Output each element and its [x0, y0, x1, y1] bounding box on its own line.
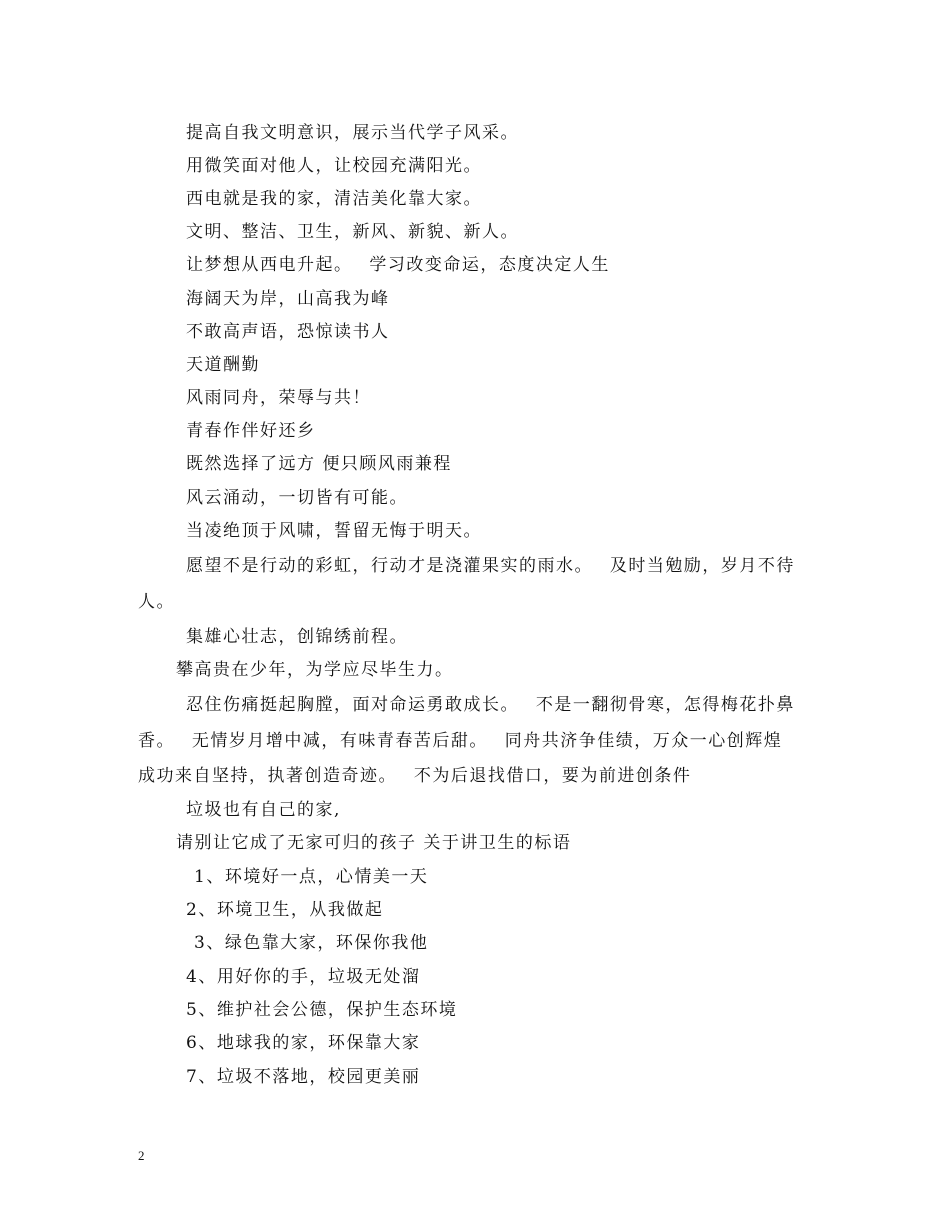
text-line: 风云涌动，一切皆有可能。 [186, 488, 408, 508]
list-item: 2、环境卫生，从我做起 [186, 900, 384, 920]
text-line: 成功来自坚持，执著创造奇迹。 不为后退找借口，要为前进创条件 [138, 766, 692, 786]
text-line: 提高自我文明意识，展示当代学子风采。 [186, 123, 519, 143]
text-line: 攀高贵在少年，为学应尽毕生力。 [176, 660, 454, 680]
text-line: 风雨同舟，荣辱与共！ [186, 388, 371, 408]
list-item: 1、环境好一点，心情美一天 [194, 867, 429, 887]
text-line: 让梦想从西电升起。 学习改变命运，态度决定人生 [186, 255, 610, 275]
text-line: 忍住伤痛挺起胸膛，面对命运勇敢成长。 不是一翻彻骨寒，怎得梅花扑鼻 [186, 695, 795, 715]
list-item: 6、地球我的家，环保靠大家 [186, 1033, 421, 1053]
text-line: 请别让它成了无家可归的孩子 关于讲卫生的标语 [176, 833, 572, 853]
text-line: 用微笑面对他人，让校园充满阳光。 [186, 156, 482, 176]
text-line: 天道酬勤 [186, 355, 260, 375]
text-line: 香。 无情岁月增中减，有味青春苦后甜。 同舟共济争佳绩，万众一心创辉煌 [138, 731, 783, 751]
page-number: 2 [138, 1148, 145, 1163]
text-line: 垃圾也有自己的家, [186, 800, 341, 820]
text-line: 愿望不是行动的彩虹，行动才是浇灌果实的雨水。 及时当勉励，岁月不待 [186, 556, 795, 576]
list-item: 4、用好你的手，垃圾无处溜 [186, 967, 421, 987]
text-line: 人。 [138, 592, 175, 612]
text-line: 集雄心壮志，创锦绣前程。 [186, 627, 408, 647]
text-line: 当凌绝顶于风啸，誓留无悔于明天。 [186, 521, 482, 541]
text-line: 青春作伴好还乡 [186, 421, 316, 441]
text-line: 文明、整洁、卫生，新风、新貌、新人。 [186, 222, 519, 242]
list-item: 3、绿色靠大家，环保你我他 [194, 933, 429, 953]
text-line: 既然选择了远方 便只顾风雨兼程 [186, 454, 452, 474]
text-line: 海阔天为岸，山高我为峰 [186, 289, 390, 309]
text-line: 西电就是我的家，清洁美化靠大家。 [186, 189, 482, 209]
list-item: 7、垃圾不落地，校园更美丽 [186, 1067, 421, 1087]
list-item: 5、维护社会公德，保护生态环境 [186, 1000, 458, 1020]
text-line: 不敢高声语，恐惊读书人 [186, 322, 390, 342]
